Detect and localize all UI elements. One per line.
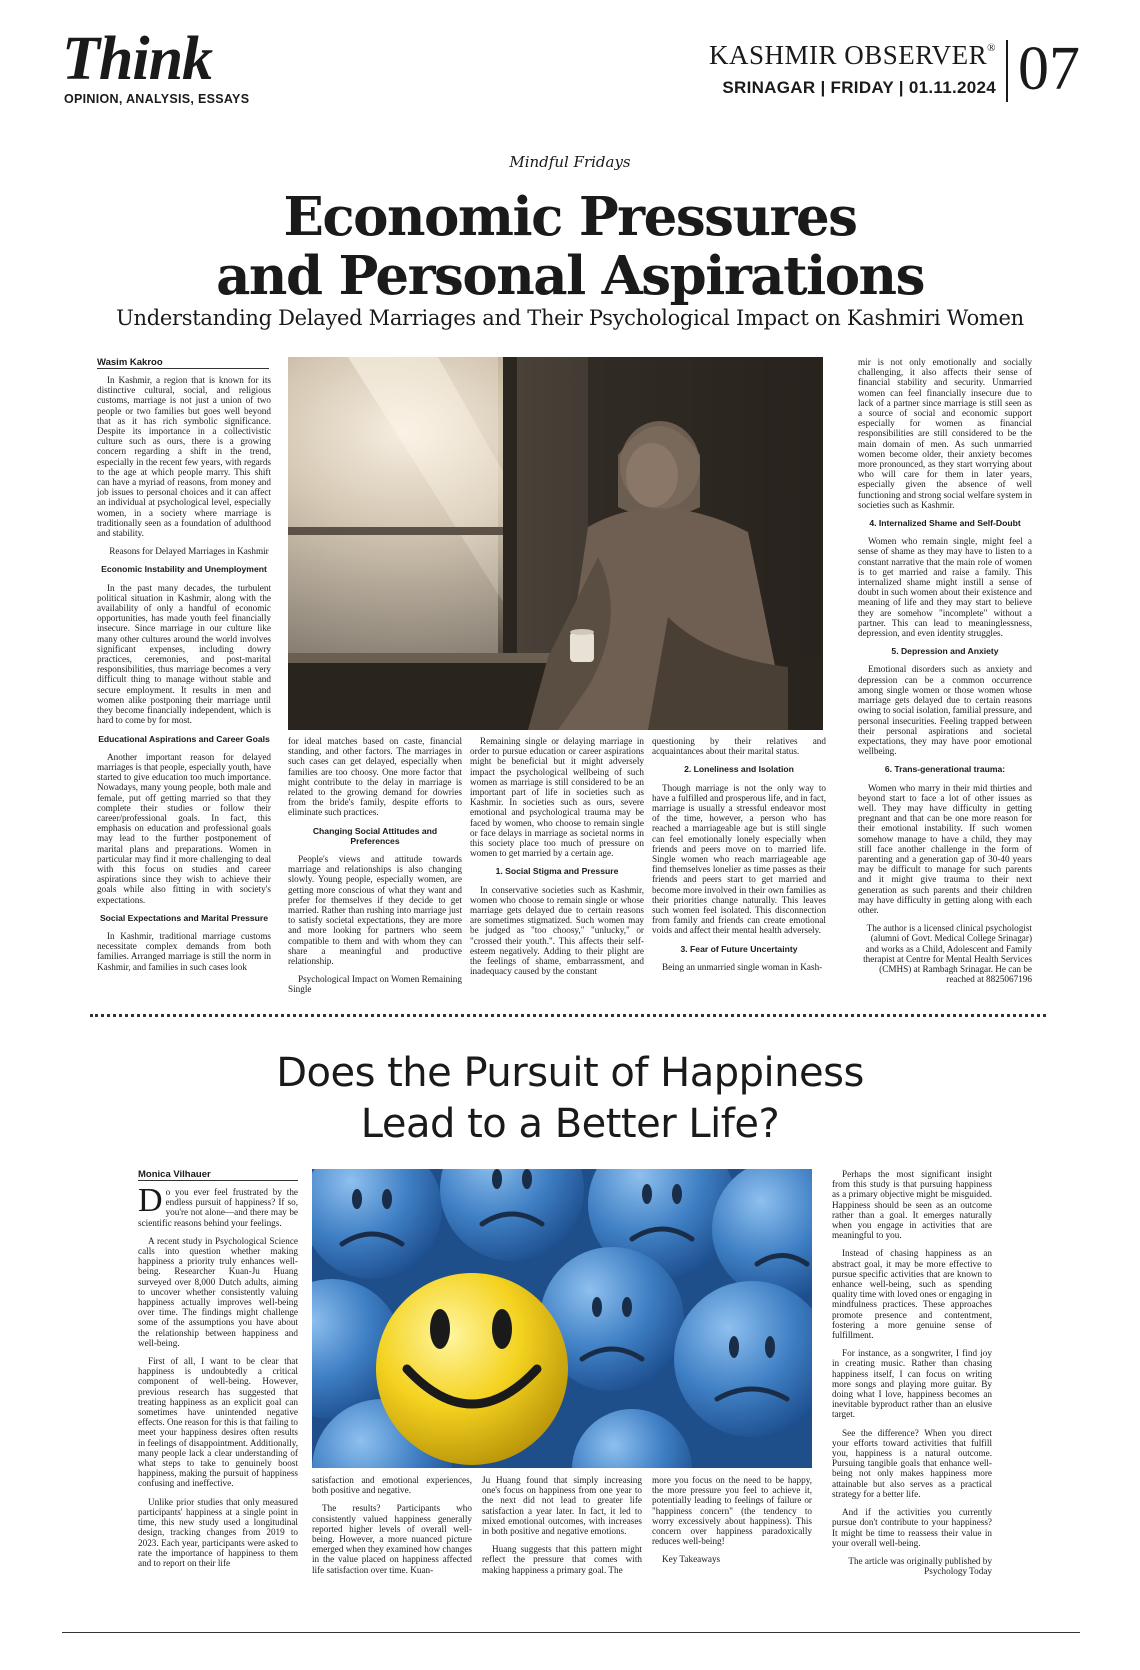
paragraph: Key Takeaways bbox=[662, 1554, 721, 1565]
paragraph: for ideal matches based on caste, financial standing, and other factors. The marriages in such cases can get delayed, especially when families are too choosy. One more factor that might contribute to the delay in marriage is related to the growing demand for dowries from the bride's family, despite efforts to eliminate such practices. bbox=[288, 736, 462, 818]
paragraph: mir is not only emotionally and socially challenging, it also affects their sense of financial stability and security. Unmarried women can feel financially insecure due to lack of a partner since marriage is still seen as a source of social and economic support especially for women as financial responsibilities are still considered to be the main domain of men. As such unmarried women become older, their anxiety becomes more pronounced, as they start worrying about who will care for them in later years, especially given the absence of well functioning and strong social welfare system in societies such as Kashmir. bbox=[858, 357, 1033, 510]
newspaper-name: KASHMIR OBSERVER® bbox=[709, 40, 996, 70]
paragraph: In Kashmir, traditional marriage customs necessitate complex demands from both families. Arranged marriage is still the norm in Kashmir, and families in such cases look bbox=[97, 930, 271, 972]
paragraph: Reasons for Delayed Marriages in Kashmir bbox=[109, 546, 269, 557]
article1-kicker: Mindful Fridays bbox=[509, 153, 631, 171]
paragraph: satisfaction and emotional experiences, both positive and negative. bbox=[312, 1475, 472, 1496]
article2-column-1 bbox=[138, 1182, 298, 1576]
paragraph: A recent study in Psychological Science calls into question whether making happiness a priority truly enhances well-being. Researcher Kuan-Ju Huang surveyed over 8,000 Dutch adults, aiming to uncover whether consistently valuing happiness actually improves well-being over time. The findings might challenge some of the assumptions you have about the relationship between happiness and well-being. bbox=[138, 1235, 298, 1348]
paragraph: Ju Huang found that simply increasing one's focus on happiness from one year to the next did not lead to greater life satisfaction a year later. In fact, it led to mixed emotional outcomes, with increases in both positive and negative emotions. bbox=[482, 1475, 642, 1537]
subheading: 6. Trans-generational trauma: bbox=[884, 764, 1006, 775]
paragraph: Huang suggests that this pattern might reflect the pressure that comes with making happiness a primary goal. The bbox=[482, 1544, 642, 1575]
article2-column-3 bbox=[482, 1475, 642, 1583]
article2-column-2 bbox=[312, 1475, 472, 1583]
paragraph: See the difference? When you direct your efforts toward activities that fulfill you, happiness is a natural outcome. Pursuing tangible goals that enhance well-being not only makes happiness more attainable but also serves as a practical strategy for a better life. bbox=[832, 1427, 992, 1499]
paragraph: Do you ever feel frustrated by the endless pursuit of happiness? If so, you're not alone—and there may be scientific reasons behind your feelings. bbox=[138, 1182, 298, 1228]
paragraph: Unlike prior studies that only measured participants' happiness at a single point in time, this new study used a longitudinal design, tracking changes from 2019 to 2023. Each year, participants were asked to rate the importance of happiness to them and to report on their life bbox=[138, 1496, 298, 1568]
article1-column-5 bbox=[858, 357, 1032, 992]
article2-headline: Does the Pursuit of Happiness Lead to a Better Life? bbox=[276, 1050, 864, 1147]
page-number: 07 bbox=[1018, 35, 1080, 103]
subheading: Economic Instability and Unemployment bbox=[101, 564, 267, 575]
paragraph: Emotional disorders such as anxiety and depression can be a common occurrence among single women or those women whose marriage gets delayed due to certain reasons owing to social isolation, familial pressure, and personal insecurities. Feeling trapped between their personal aspirations and societal expectations, they may have poor emotional wellbeing. bbox=[858, 664, 1033, 757]
masthead bbox=[62, 25, 1080, 108]
article1-byline: Wasim Kakroo bbox=[97, 357, 269, 369]
woman-by-window-photo bbox=[288, 357, 823, 730]
paragraph: In conservative societies such as Kashmir, women who choose to remain single or whose marriage gets delayed due to certain reasons are sometimes stigmatized. Such women may be judged as "too choosy," "unlucky," or "crossed their youth.". This affects their self-esteem negatively. Adding to their plight are the feelings of shame, embarrassment, and inadequacy caused by the constant bbox=[470, 884, 644, 977]
paragraph: Being an unmarried single woman in Kash- bbox=[662, 961, 823, 972]
paragraph: First of all, I want to be clear that happiness is undoubtedly a critical component of well-being. However, previous research has suggested that treating happiness as an explicit goal can sometimes have unintended negative effects. One reason for this is that failing to meet your happiness desires often results in feelings of disappointment. Additionally, many people lack a clear understanding of what steps to take to genuinely boost happiness, making the pursuit of happiness confusing and ineffective. bbox=[138, 1356, 298, 1489]
paragraph: Though marriage is not the only way to have a fulfilled and prosperous life, and in fact, marriage is usually a stressful endeavor most of the time, however, a person who has reached a marriageable age but is still single can feel emotionally lonely especially when friends and peers move on to married life. Single women who reach marriageable age find themselves lonelier as time passes as their friends and peers start to get married and become more involved in their own families as their priorities change naturally. This leaves such women feel isolated. This disconnection from family and friends can create emotional voids and affect their mental health adversely. bbox=[652, 782, 826, 936]
article-credit: The article was originally published by Psychology Today bbox=[848, 1555, 992, 1577]
subheading: 2. Loneliness and Isolation bbox=[684, 764, 794, 775]
paragraph: Psychological Impact on Women Remaining Single bbox=[288, 974, 462, 995]
author-bio: The author is a licensed clinical psychologist (alumni of Govt. Medical College Srinagar) and works as a Child, Adolescent and Family therapist at Centre for Mental Health Services (CMHS) at Rambagh Srinagar. He can be reached at 8825067196 bbox=[863, 923, 1032, 985]
paragraph: Perhaps the most significant insight from this study is that pursuing happiness as a primary objective might be misguided. Happiness should be seen as an outcome rather than a goal. It emerges naturally when you engage in activities that are meaningful to you. bbox=[832, 1169, 992, 1241]
dateline: SRINAGAR | FRIDAY | 01.11.2024 bbox=[722, 78, 996, 97]
paragraph: more you focus on the need to be happy, the more pressure you feel to achieve it, potentially leading to feelings of failure or "happiness concern" (the tendency to worry excessively about happiness). This concern over happiness paradoxically reduces well-being! bbox=[652, 1475, 812, 1547]
subheading: 3. Fear of Future Uncertainty bbox=[680, 943, 798, 954]
article1-headline: Economic Pressures and Personal Aspirations bbox=[216, 186, 924, 307]
section-subtitle: OPINION, ANALYSIS, ESSAYS bbox=[64, 92, 250, 106]
registered-mark: ® bbox=[987, 42, 996, 54]
drop-cap: D bbox=[138, 1182, 163, 1219]
subheading: 4. Internalized Shame and Self-Doubt bbox=[869, 518, 1021, 529]
subheading: Educational Aspirations and Career Goals bbox=[98, 733, 270, 744]
article1-deck: Understanding Delayed Marriages and Their Psychological Impact on Kashmiri Women bbox=[116, 306, 1024, 330]
paragraph: Instead of chasing happiness as an abstract goal, it may be more effective to pursue specific activities that are known to enhance well-being, such as spending quality time with loved ones or engaging in mindfulness practices. These approaches promote presence and contentment, fostering a more genuine sense of fulfillment. bbox=[832, 1248, 992, 1341]
paragraph: And if the activities you currently pursue don't contribute to your happiness? It might be time to reassess their value in your overall well-being. bbox=[832, 1507, 992, 1548]
subheading: Changing Social Attitudes and Preferences bbox=[312, 825, 438, 846]
paragraph: Women who marry in their mid thirties and beyond start to face a lot of other issues as well. They may have difficulty in getting pregnant and that can be one more reason for their emotional instability. If such women somehow manage to have a child, they may still face another challenge in the form of parenting and a generation gap of 30-40 years may be difficult to manage for such parents and it might give trauma to their next generation as such parents and their children may have difficulty in getting along with each other. bbox=[858, 782, 1032, 915]
smiley-balls-photo bbox=[312, 1169, 812, 1468]
subheading: 1. Social Stigma and Pressure bbox=[495, 866, 619, 877]
article1-column-2 bbox=[288, 736, 462, 1003]
paragraph: Women who remain single, might feel a sense of shame as they may have to listen to a constant narrative that the main role of women is to get married and raise a family. This internalized shame might instill a sense of doubt in such women about their existence and meaning of life and they may start to believe they are somehow "incomplete" without a partner. This can lead to meaninglessness, depression, and even identity struggles. bbox=[858, 536, 1032, 639]
paragraph: For instance, as a songwriter, I find joy in creating music. Rather than chasing happiness itself, I can focus on writing more songs and playing more guitar. By doing what I love, happiness becomes an inevitable byproduct rather than an elusive target. bbox=[832, 1348, 992, 1420]
paragraph: People's views and attitude towards marriage and relationships is also changing slowly. Young people, especially women, are getting more conscious of what they want and prefer for themselves if they decide to get married. Rather than rushing into marriage just to satisfy societal expectations, they are more and more looking for partners who seem compatible to them and with whom they can share a meaningful and productive relationship. bbox=[288, 854, 462, 967]
paragraph: questioning by their relatives and acquaintances about their marital status. bbox=[652, 736, 826, 757]
paragraph: In the past many decades, the turbulent political situation in Kashmir, along with the availability of only a handful of economic opportunities, has made youth feel financially insecure. Since marriage in our culture like many other cultures around the world involves significant expenses, including dowry practices, ceremonies, and post-marital responsibilities, thus marriage becomes a very difficult thing to manage without stable and secure employment. It results in men and women alike postponing their marriage until they become financially independent, which is hard to come by for most. bbox=[97, 582, 271, 726]
masthead-divider bbox=[1006, 40, 1008, 102]
article1-column-1 bbox=[97, 375, 271, 980]
section-title: Think bbox=[62, 25, 213, 93]
article2-column-4 bbox=[652, 1475, 812, 1573]
subheading: Social Expectations and Marital Pressure bbox=[99, 912, 269, 923]
article2-byline: Monica Vilhauer bbox=[138, 1169, 298, 1181]
article1-column-4 bbox=[652, 736, 826, 980]
section-divider bbox=[90, 1014, 1046, 1017]
subheading: 5. Depression and Anxiety bbox=[891, 646, 999, 657]
paragraph: Another important reason for delayed marriages is that people, especially youth, have started to give education too much importance. Nowadays, many young people, both male and female, put off getting married so that they complete their studies or follow their career/professional goals. In fact, this emphasis on education and professional goals may lead to the further postponement of marital plans and preparations. Women in particular may find it more challenging to deal with this focus on studies and career aspirations since they wish to achieve their goals while also fitting in with society's expectations. bbox=[97, 751, 271, 905]
paragraph: The results? Participants who consistently valued happiness generally reported higher levels of overall well-being. However, a more nuanced picture emerged when they examined how changes in the value placed on happiness affected life satisfaction over time. Kuan- bbox=[312, 1503, 472, 1575]
page-bottom-rule bbox=[62, 1632, 1080, 1633]
paragraph: Remaining single or delaying marriage in order to pursue education or career aspirations might be beneficial but it might adversely impact the psychological wellbeing of such women as marriage is still considered to be an important part of life in societies such as Kashmir. In societies such as ours, severe emotional and psychological trauma may be faced by women, who choose to remain single or face delays in marriage as societal norms in this society place too much of pressure on women to get married by a certain age. bbox=[470, 736, 644, 859]
article1-column-3 bbox=[470, 736, 644, 984]
paragraph: In Kashmir, a region that is known for its distinctive cultural, social, and religious customs, marriage is not just a union of two people or two families but goes well beyond that as it has rich symbolic significance. Despite its importance in a collectivistic culture such as ours, there is a growing concern regarding a shift in the trend, especially in the recent few years, with regards to the age at which people marry. This shift can have a myriad of reasons, from money and job issues to personal choices and it can affect an individual at psychological level, especially women, in a society where marriage is traditionally seen as a foundation of adulthood and stability. bbox=[97, 375, 271, 539]
article2-column-5 bbox=[832, 1169, 992, 1584]
